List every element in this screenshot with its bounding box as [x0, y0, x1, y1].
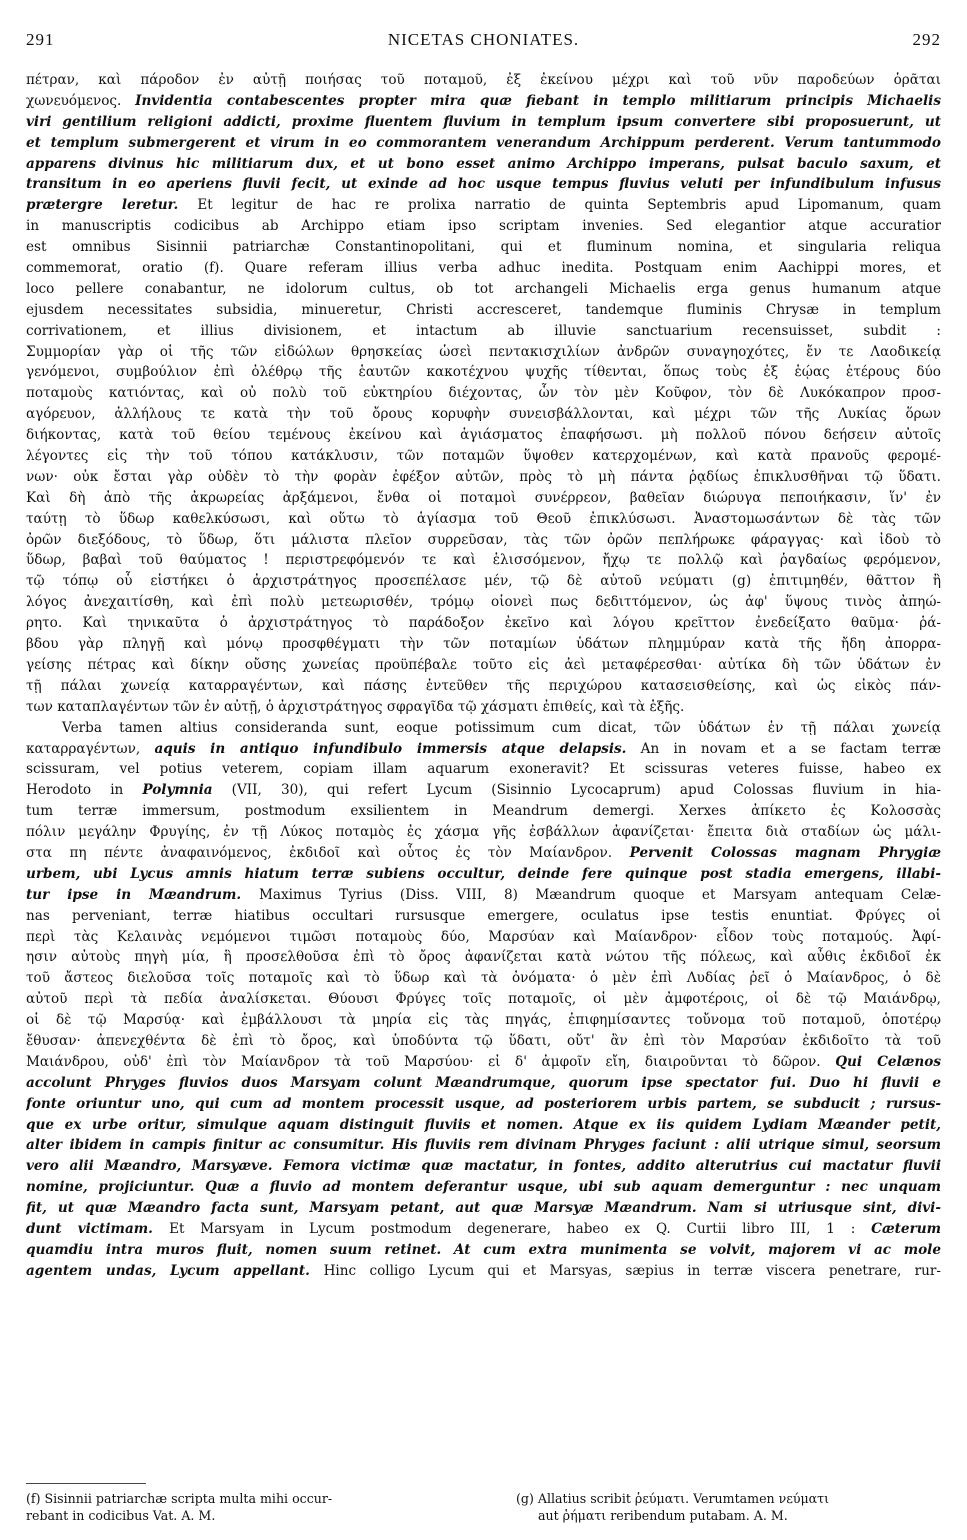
text-run: Polymnia	[142, 782, 213, 799]
footnote-g	[516, 1490, 946, 1524]
text-line	[26, 1219, 941, 1240]
text-run: Cæterum	[871, 1220, 941, 1237]
text-run: tur ipse in Mæandrum.	[26, 886, 259, 903]
text-line: περὶ τὰς Κελαινὰς νεμόμενοι τιμῶσι ποταμοὺς δύο, Μαρσύαν καὶ Μαίανδρον· εἶδον τοὺς ποταμούς. Ἀφί-	[26, 928, 941, 945]
text-line: que ex urbe oritur, simulque aquam distinguit fluviis et nomen. Atque ex iis quidem Lydiam Mæander petit,	[26, 1116, 941, 1133]
text-line: transitum in eo aperiens fluvii fecit, ut exinde ad hoc usque tempus fluvius veluti per infundibulum infusus	[26, 176, 941, 193]
text-line: τῷ τόπῳ οὗ εἱστήκει ὁ ἀρχιστράτηγος προσεπέλασε μέν, τῷ δὲ αὐτοῦ νεύματι (g) ἐπιτιμηθέν, θᾶττον ἢ	[26, 573, 941, 590]
text-line	[26, 1261, 941, 1282]
page	[26, 30, 941, 1282]
text-line: scissuram, vel potius veterem, copiam illam aquarum exoneravit? Et scissuras veteres fuisse, habeo ex	[26, 761, 941, 778]
footnote-line: rebant in codicibus Vat. A. M.	[26, 1508, 216, 1523]
footnote-line: (g) Allatius scribit ῥεύματι. Verumtamen νεύματι	[516, 1491, 830, 1506]
footnote-line: (f) Sisinnii patriarchæ scripta multa mihi occur-	[26, 1491, 333, 1506]
text-run: Pervenit Colossas magnam Phrygiæ	[629, 844, 941, 861]
text-line: fonte oriuntur uno, qui cum ad montem processit usque, ad posteriorem urbis partem, se subducit ; rursus-	[26, 1095, 941, 1112]
text-line: quamdiu intra muros fluit, nomen suum retinet. At cum extra munimenta se volvit, majorem vi ac mole	[26, 1241, 941, 1258]
text-line: λέγοντες εἰς τὴν τοῦ τόπου κατάκλυσιν, τῶν ποταμῶν ὕψοθεν κατερχομένων, καὶ κατὰ πρανοῦς φερομέ-	[26, 448, 941, 465]
text-run: Et Marsyam in Lycum postmodum degenerare, habeo ex Q. Curtii libro III, 1 :	[169, 1220, 872, 1237]
text-line: corrivationem, et illius divisionem, et intactum ab illuvie sanctuarium recensuisset, subdit :	[26, 322, 941, 339]
text-run: χωνευόμενος.	[26, 92, 136, 109]
text-line: νων· οὐκ ἔσται γὰρ οὐδὲν τὸ τὴν φορὰν ἐφέξον αὐτῶν, πρὸς τὸ μὴ πάντα ῥᾳδίως ἐπικλυσθῆναι τῷ ὕδατι.	[26, 468, 941, 485]
footnote-rule	[26, 1483, 146, 1484]
text-run: Et legitur de hac re prolixa narratio de quinta Septembris apud Lipomanum, quam	[197, 197, 941, 214]
text-line: αγόρευον, ἀλλήλους τε κατὰ τὴν τοῦ ὄρους κορυφὴν συνεισβάλλονται, καὶ μέχρι τῶν τῆς Λυκίας ὅρων	[26, 406, 941, 423]
text-line: in manuscriptis codicibus ab Archippo etiam ipso scriptam invenies. Sed elegantior atque accuratior	[26, 218, 941, 235]
text-line: πέτραν, καὶ πάροδον ἐν αὐτῇ ποιήσας τοῦ ποταμοῦ, ἐξ ἐκείνου μέχρι καὶ τοῦ νῦν παροδεύων ὁρᾶται	[26, 72, 941, 88]
text-line: γείσης πέτρας καὶ δίκην οὔσης χωνείας προϋπέβαλε τοῦτο εἰς ἀεὶ μεταφέρεσθαι· αὐτίκα δὴ τῶν ὑδάτων ἐν	[26, 656, 941, 673]
text-line: οἱ δὲ τῷ Μαρσύᾳ· καὶ ἐμβάλλουσι τὰ μηρία εἰς τὰς πηγάς, ἐπιφημίσαντες τοὔνομα τοῦ ποταμοῦ, ὁποτέρῳ	[26, 1012, 941, 1029]
text-line: tum terræ immersum, postmodum exsilientem in Meandrum demergi. Xerxes ἀπίκετο ἐς Κολοσσὰς	[26, 803, 941, 820]
text-run: Qui Celænos	[835, 1053, 941, 1070]
text-line: loco pellere conabantur, ne idolorum cultus, ob tot archangeli Michaelis erga genus humanum atque	[26, 280, 941, 297]
text-line: πόλιν μεγάλην Φρυγίης, ἐν τῇ Λύκος ποταμὸς ἐς χάσμα γῆς ἐσβάλλων ἀφανίζεται· ἔπειτα διὰ σταδίων ὡς μάλι-	[26, 824, 941, 841]
text-line: Συμμορίαν γὰρ οἱ τῆς τῶν εἰδώλων θρησκείας ὡσεὶ πεντακισχιλίων ἀνδρῶν συναγηοχότες, ἔν τε Λαοδικείᾳ	[26, 343, 941, 360]
text-run: Herodoto in	[26, 782, 143, 799]
text-run: Maximus Tyrius (Diss. VIII, 8) Mæandrum quoque et Marsyam antequam Celæ-	[258, 886, 941, 903]
text-line: commemorat, oratio (f). Quare referam illius verba adhuc inedita. Postquam enim Aachippi mores, et	[26, 260, 941, 277]
text-line: βδου γὰρ πληγῇ καὶ μόνῳ προσφθέγματι τὴν τῶν ποταμίων ὑδάτων πλημμύραν κατὰ τῆς ἤδη ἀπορρα-	[26, 636, 941, 653]
text-line: nas perveniant, terræ hiatibus occultari rursusque emergere, oculatus ipse testis enuntiat. Φρύγες οἱ	[26, 907, 941, 924]
footnote-line: aut ῥήματι reribendum putabam. A. M.	[538, 1508, 788, 1523]
text-line: nomine, projiciuntur. Quæ a fluvio ad montem deferantur usque, ubi sub aquam demerguntur : nec unquam	[26, 1179, 941, 1196]
text-line	[26, 195, 941, 216]
text-line: ἔθυσαν· ἀπενεχθέντα δὲ ἐπὶ τὸ ὄρος, καὶ ὑποδύντα τῷ ὕδατι, οὔτ' ἂν ἐπὶ τὸν Μαρσύαν ἐκδιδοῖτο τὰ τοῦ	[26, 1032, 941, 1049]
text-line: αὐτοῦ περὶ τὰ πεδία ἀναλίσκεται. Θύουσι Φρύγες τοῖς ποταμοῖς, οἱ μὲν ἀμφοτέροις, οἱ δὲ τῷ Μαιάνδρῳ,	[26, 991, 941, 1008]
text-line: Verba tamen altius consideranda sunt, eoque potissimum cum dicat, τῶν ὑδάτων ἐν τῇ πάλαι χωνείᾳ	[62, 719, 941, 736]
text-line: των καταπλαγέντων τῶν ἐν αὐτῇ, ὁ ἀρχιστράτηγος σφραγῖδα τῷ χάσματι ἐπιθείς, καὶ τὰ ἑξῆς.	[26, 698, 685, 715]
text-run: An in novam et a se factam terræ	[626, 740, 941, 757]
text-run: agentem undas, Lycum appellant.	[26, 1262, 324, 1279]
page-number-right: 292	[912, 30, 941, 49]
text-line: ησιν αὐτοὺς πηγὴ μία, ἣ προσελθοῦσα ἐπὶ τὸ ὄρος ἀφανίζεται κατὰ νώτου τῆς πόλεως, καὶ αὖθις ἐκδιδοῖ ἐκ	[26, 949, 941, 966]
text-run: στα πη πέντε ἀναφαινόμενος, ἐκδιδοῖ καὶ οὗτος ἐς τὸν Μαίανδρον.	[26, 844, 630, 861]
text-line: λόγος ἀνεχαιτίσθη, καὶ ἐπὶ πολὺ μετεωρισθέν, τρόμῳ οἱονεὶ πως δεδιττόμενον, ὡς ἀφ' ὕψους τινὸς ἀπηώ-	[26, 594, 941, 611]
text-line: Καὶ δὴ ἀπὸ τῆς ἀκρωρείας ἀρξάμενοι, ἔνθα οἱ ποταμοὶ συνέρρεον, βαθεῖαν διώρυγα πεποιήκασιν, ἵν' ἐν	[26, 489, 941, 506]
text-line: et templum submergerent et virum in eo commorantem venerandum Archippum perderent. Verum tantummodo	[26, 134, 941, 151]
text-run: prætergre leretur.	[26, 197, 198, 214]
text-line: vero alii Mæandro, Marsyæve. Femora victimæ quæ mactatur, in fontes, addito alterutrius cui mactatur fluvii	[26, 1158, 941, 1175]
text-line	[26, 885, 941, 906]
text-line: ejusdem necessitates subsidia, minueretur, Christi accresceret, tandemque fluminis Chrysæ in templum	[26, 301, 941, 318]
text-run: Invidentia contabescentes propter mira quæ fiebant in templo militiarum principis Michaelis	[135, 92, 941, 109]
text-line: γενόμενοι, συμβούλιον ἐπὶ ὀλέθρῳ τῆς ἑαυτῶν κακοτέχνου ψυχῆς τίθενται, ὅπως τοὺς ἐξ ἑῴας ἑτέρους δύο	[26, 364, 941, 381]
footnote-f	[26, 1490, 456, 1524]
main-text	[26, 70, 941, 1282]
text-line: fit, ut quæ Mæandro facta sunt, Marsyam petant, aut quæ Marsyæ Mæandrum. Nam si utriusque sint, divi-	[26, 1200, 941, 1217]
text-run: aquis in antiquo infundibulo immersis atque delapsis.	[154, 740, 627, 757]
text-line: ταύτῃ τὸ ὕδωρ καθελκύσωσι, καὶ οὕτω τὸ ἁγίασμα τοῦ Θεοῦ ἐπικλύσωσι. Ἀναστομωσάντων δὲ τὰς τῶν	[26, 510, 941, 527]
text-line: accolunt Phryges fluvios duos Marsyam colunt Mæandrumque, quorum ipse spectator fui. Duo hi fluvii e	[26, 1074, 941, 1091]
text-line	[26, 1052, 941, 1073]
text-line	[26, 91, 941, 112]
text-line: est omnibus Sisinnii patriarchæ Constantinopolitani, qui et fluminum nomina, et singularia reliqua	[26, 239, 941, 256]
page-number-left: 291	[26, 30, 55, 49]
text-line: apparens divinus hic militiarum dux, et ut bono esset animo Archippo imperans, pulsat baculo saxum, et	[26, 155, 941, 172]
text-line: viri gentilium religioni addicti, proxime fluentem fluvium in templum ipsum convertere sibi proposuerunt, ut	[26, 113, 941, 130]
text-run: καταρραγέντων,	[26, 740, 155, 757]
text-line	[26, 780, 941, 801]
text-line: alter ibidem in campis finitur ac consumitur. His fluviis rem divinam Phryges faciunt : alii utrique simul, seorsum	[26, 1137, 941, 1154]
text-line	[26, 739, 941, 760]
text-line: τοῦ ἄστεος διελοῦσα τοῖς ποταμοῖς καὶ τὸ ὕδωρ καὶ τὰ ὀνόματα· ὁ μὲν ἐπὶ Λυδίας ῥεῖ ὁ Μαίανδρος, ὁ δὲ	[26, 970, 941, 987]
text-line: τῇ πάλαι χωνείᾳ καταρραγέντων, καὶ πάσης ἐντεῦθεν τῆς περιχώρου κατασεισθείσης, καὶ ὡς εἰκὸς πάν-	[26, 677, 941, 694]
text-run: Μαιάνδρου, οὐδ' ἐπὶ τὸν Μαίανδρον τὰ τοῦ Μαρσύου· εἰ δ' ἀμφοῖν εἴη, διαιροῦνται τὸ δῶρον.	[26, 1053, 836, 1070]
text-run: Hinc colligo Lycum qui et Marsyas, sæpius in terræ viscera penetrare, rur-	[323, 1262, 941, 1279]
text-line	[26, 843, 941, 864]
text-line: διήκοντας, κατὰ τοῦ θείου τεμένους ἐκείνου καὶ ἁγιάσματος ἐπαφήσωσι. μὴ πολλοῦ πόνου δεήσειν αὐτοῖς	[26, 427, 941, 444]
running-header	[26, 30, 941, 56]
text-line: urbem, ubi Lycus amnis hiatum terræ subiens occultur, deinde fere quinque post stadia emergens, illabi-	[26, 865, 941, 882]
text-run: (VII, 30), qui refert Lycum (Sisinnio Lycocaprum) apud Colossas fluvium in hia-	[212, 782, 941, 799]
text-line: ὕδωρ, βαβαὶ τοῦ θαύματος ! περιστρεφόμενόν τε καὶ ἑλισσόμενον, ἤχῳ τε πολλῷ καὶ ῥαγδαίως φερόμενον,	[26, 552, 941, 569]
text-line: ρητο. Καὶ τηνικαῦτα ὁ ἀρχιστράτηγος τὸ παράδοξον ἐκεῖνο καὶ λόγου κρεῖττον ἐνεδείξατο θαῦμα· ῥά-	[26, 615, 941, 632]
text-line: ὀρῶν διεξόδους, τὸ ὕδωρ, ὅτι μάλιστα πλεῖον συρρεῦσαν, τὰς τῶν ὀρῶν πεπλήρωκε φάραγγας· καὶ ἰδοὺ τὸ	[26, 531, 941, 548]
text-line: ποταμοὺς κατιόντας, καὶ οὐ πολὺ τοῦ εὐκτηρίου διέχοντας, ὧν τὸν μὲν Κοῦφον, τὸν δὲ Λυκόκαπρον προσ-	[26, 385, 941, 402]
text-run: dunt victimam.	[26, 1220, 170, 1237]
running-title: NICETAS CHONIATES.	[387, 30, 580, 49]
